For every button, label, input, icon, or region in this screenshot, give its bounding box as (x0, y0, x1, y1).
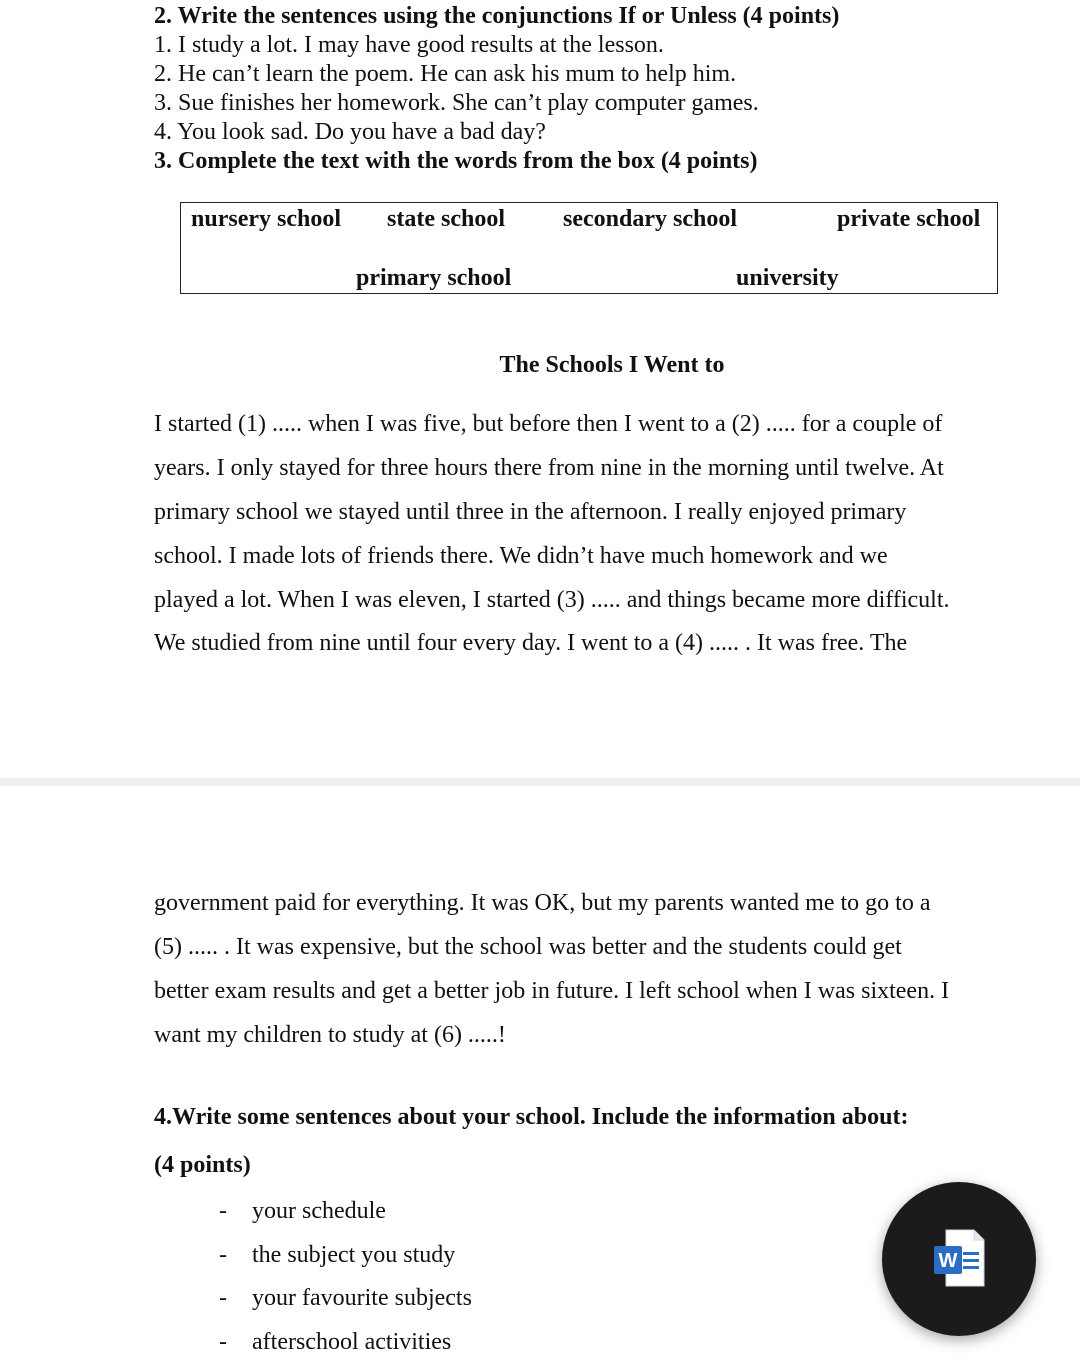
word-box (180, 202, 998, 294)
text-line: I started (1) ..... when I was five, but before then I went to a (2) ..... for a couple of (154, 411, 943, 437)
word-document-icon (932, 1228, 986, 1288)
word-box-item: nursery school (191, 206, 341, 232)
bullet-item: your schedule (252, 1198, 386, 1224)
text-line: government paid for everything. It was OK, but my parents wanted me to go to a (154, 890, 931, 916)
text-line: (5) ..... . It was expensive, but the school was better and the students could get (154, 934, 902, 960)
task2-item-1: 1. I study a lot. I may have good results at the lesson. (154, 32, 664, 58)
bullet-dash: - (219, 1329, 227, 1355)
word-letter: W (938, 1250, 958, 1272)
text-line: We studied from nine until four every day. I went to a (4) ..... . It was free. The (154, 630, 908, 656)
text-line: want my children to study at (6) .....! (154, 1022, 506, 1048)
task2-item-4: 4. You look sad. Do you have a bad day? (154, 119, 546, 145)
text-line: years. I only stayed for three hours there from nine in the morning until twelve. At (154, 455, 944, 481)
word-box-item: primary school (356, 265, 512, 291)
text-line: school. I made lots of friends there. We didn’t have much homework and we (154, 543, 888, 569)
word-box-item: secondary school (563, 206, 737, 232)
task3-heading: 3. Complete the text with the words from the box (4 points) (154, 148, 758, 174)
bullet-dash: - (219, 1198, 227, 1224)
word-box-item: state school (387, 206, 505, 232)
task2-item-2: 2. He can’t learn the poem. He can ask his mum to help him. (154, 61, 737, 87)
bullet-dash: - (219, 1242, 227, 1268)
word-box-item: university (736, 265, 839, 291)
bullet-dash: - (219, 1285, 227, 1311)
open-in-word-button[interactable] (882, 1182, 1036, 1336)
bullet-item: your favourite subjects (252, 1285, 472, 1311)
text-title: The Schools I Went to (499, 352, 725, 378)
task2-heading: 2. Write the sentences using the conjunctions If or Unless (4 points) (154, 3, 840, 29)
task4-heading: 4.Write some sentences about your school. Include the information about: (154, 1104, 909, 1130)
word-box-item: private school (837, 206, 981, 232)
task2-item-3: 3. Sue finishes her homework. She can’t play computer games. (154, 90, 759, 116)
text-line: played a lot. When I was eleven, I started (3) ..... and things became more difficult. (154, 587, 950, 613)
text-line: primary school we stayed until three in the afternoon. I really enjoyed primary (154, 499, 907, 525)
bullet-item: the subject you study (252, 1242, 456, 1268)
bullet-item: afterschool activities (252, 1329, 452, 1355)
task4-points: (4 points) (154, 1152, 251, 1178)
page-separator (0, 778, 1080, 786)
text-line: better exam results and get a better job in future. I left school when I was sixteen. I (154, 978, 950, 1004)
